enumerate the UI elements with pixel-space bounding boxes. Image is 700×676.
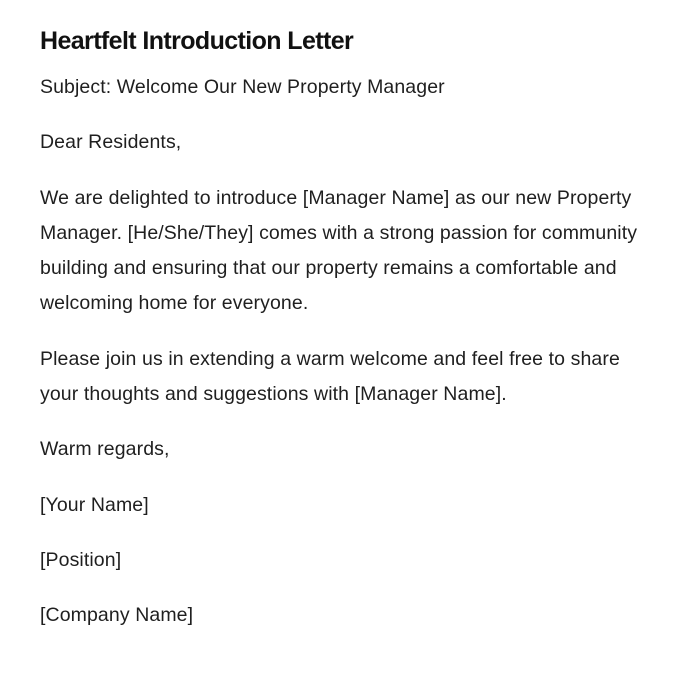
letter-document [40, 26, 650, 654]
letter-paragraph-introduction: We are delighted to introduce [Manager Name] as our new Property Manager. [He/She/They] comes with a strong passion for community building and ensuring that our property remains a comfortable and welcoming home for everyone. [40, 186, 638, 315]
signature-name: [Your Name] [40, 493, 149, 516]
letter-paragraph-welcome: Please join us in extending a warm welcome and feel free to share your thoughts and suggestions with [Manager Name]. [40, 347, 620, 406]
signature-company: [Company Name] [40, 604, 194, 627]
letter-subject: Subject: Welcome Our New Property Manager [40, 76, 445, 98]
letter-closing: Warm regards, [40, 438, 170, 461]
letter-salutation: Dear Residents, [40, 131, 182, 154]
letter-title: Heartfelt Introduction Letter [40, 27, 354, 55]
signature-position: [Position] [40, 548, 122, 571]
